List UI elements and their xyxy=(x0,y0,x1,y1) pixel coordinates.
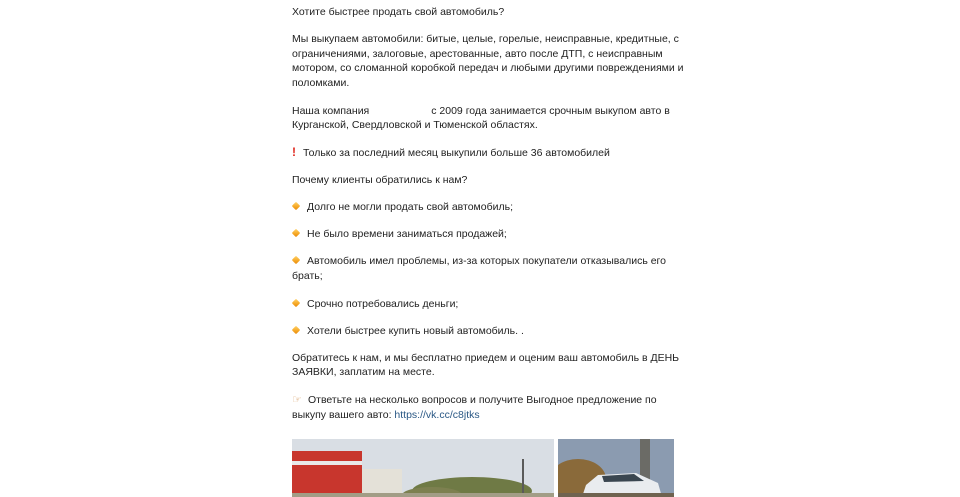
post-question: Почему клиенты обратились к нам? xyxy=(292,174,468,186)
reason-item xyxy=(292,324,687,339)
pointing-hand-icon: ☞ xyxy=(292,394,302,406)
reason-item xyxy=(292,297,687,312)
company-suffix: с 2009 года занимается срочным выкупом авто в Курганской, Свердловской и Тюменской областях. xyxy=(292,104,670,131)
reason-item xyxy=(292,227,687,242)
post-offer: Обратитесь к нам, и мы бесплатно приедем и оценим ваш автомобиль в ДЕНЬ ЗАЯВКИ, заплатим на месте. xyxy=(292,351,680,378)
attached-photo[interactable] xyxy=(558,439,674,497)
orange-diamond-icon xyxy=(292,256,301,265)
highlight-text: Только за последний месяц выкупили больше 36 автомобилей xyxy=(303,147,610,159)
cta-link[interactable]: https://vk.cc/c8jtks xyxy=(394,408,480,421)
post-intro: Мы выкупаем автомобили: битые, целые, горелые, неисправные, кредитные, с ограничениями, залоговые, арестованные, авто после ДТП, с неисправным мотором, со сломанной коробкой передач и любыми другими повреждениями и поломками. xyxy=(292,33,684,89)
photo-gas-station xyxy=(292,439,554,497)
cta-text: Ответьте на несколько вопросов и получите Выгодное предложение по выкупу вашего авто: xyxy=(292,394,657,421)
orange-diamond-icon xyxy=(292,229,301,238)
company-prefix: Наша компания xyxy=(292,104,370,117)
orange-diamond-icon xyxy=(292,202,301,211)
reason-item xyxy=(292,254,687,283)
reason-text: Не было времени заниматься продажей; xyxy=(307,228,507,240)
photo-white-car xyxy=(558,439,674,497)
post-company xyxy=(292,104,687,133)
orange-diamond-icon xyxy=(292,299,301,308)
reason-text: Срочно потребовались деньги; xyxy=(307,297,459,310)
post-text xyxy=(292,5,687,436)
reason-item xyxy=(292,200,687,215)
orange-diamond-icon xyxy=(292,326,301,335)
post-cta xyxy=(292,393,687,422)
attached-photo[interactable] xyxy=(292,439,554,497)
exclamation-icon: ! xyxy=(292,145,296,159)
reason-text: Хотели быстрее купить новый автомобиль. . xyxy=(307,324,524,337)
post-headline: Хотите быстрее продать свой автомобиль? xyxy=(292,6,505,18)
post-highlight xyxy=(292,146,687,161)
reason-text: Автомобиль имел проблемы, из-за которых покупатели отказывались его брать; xyxy=(292,255,666,282)
reason-text: Долго не могли продать свой автомобиль; xyxy=(307,201,514,213)
